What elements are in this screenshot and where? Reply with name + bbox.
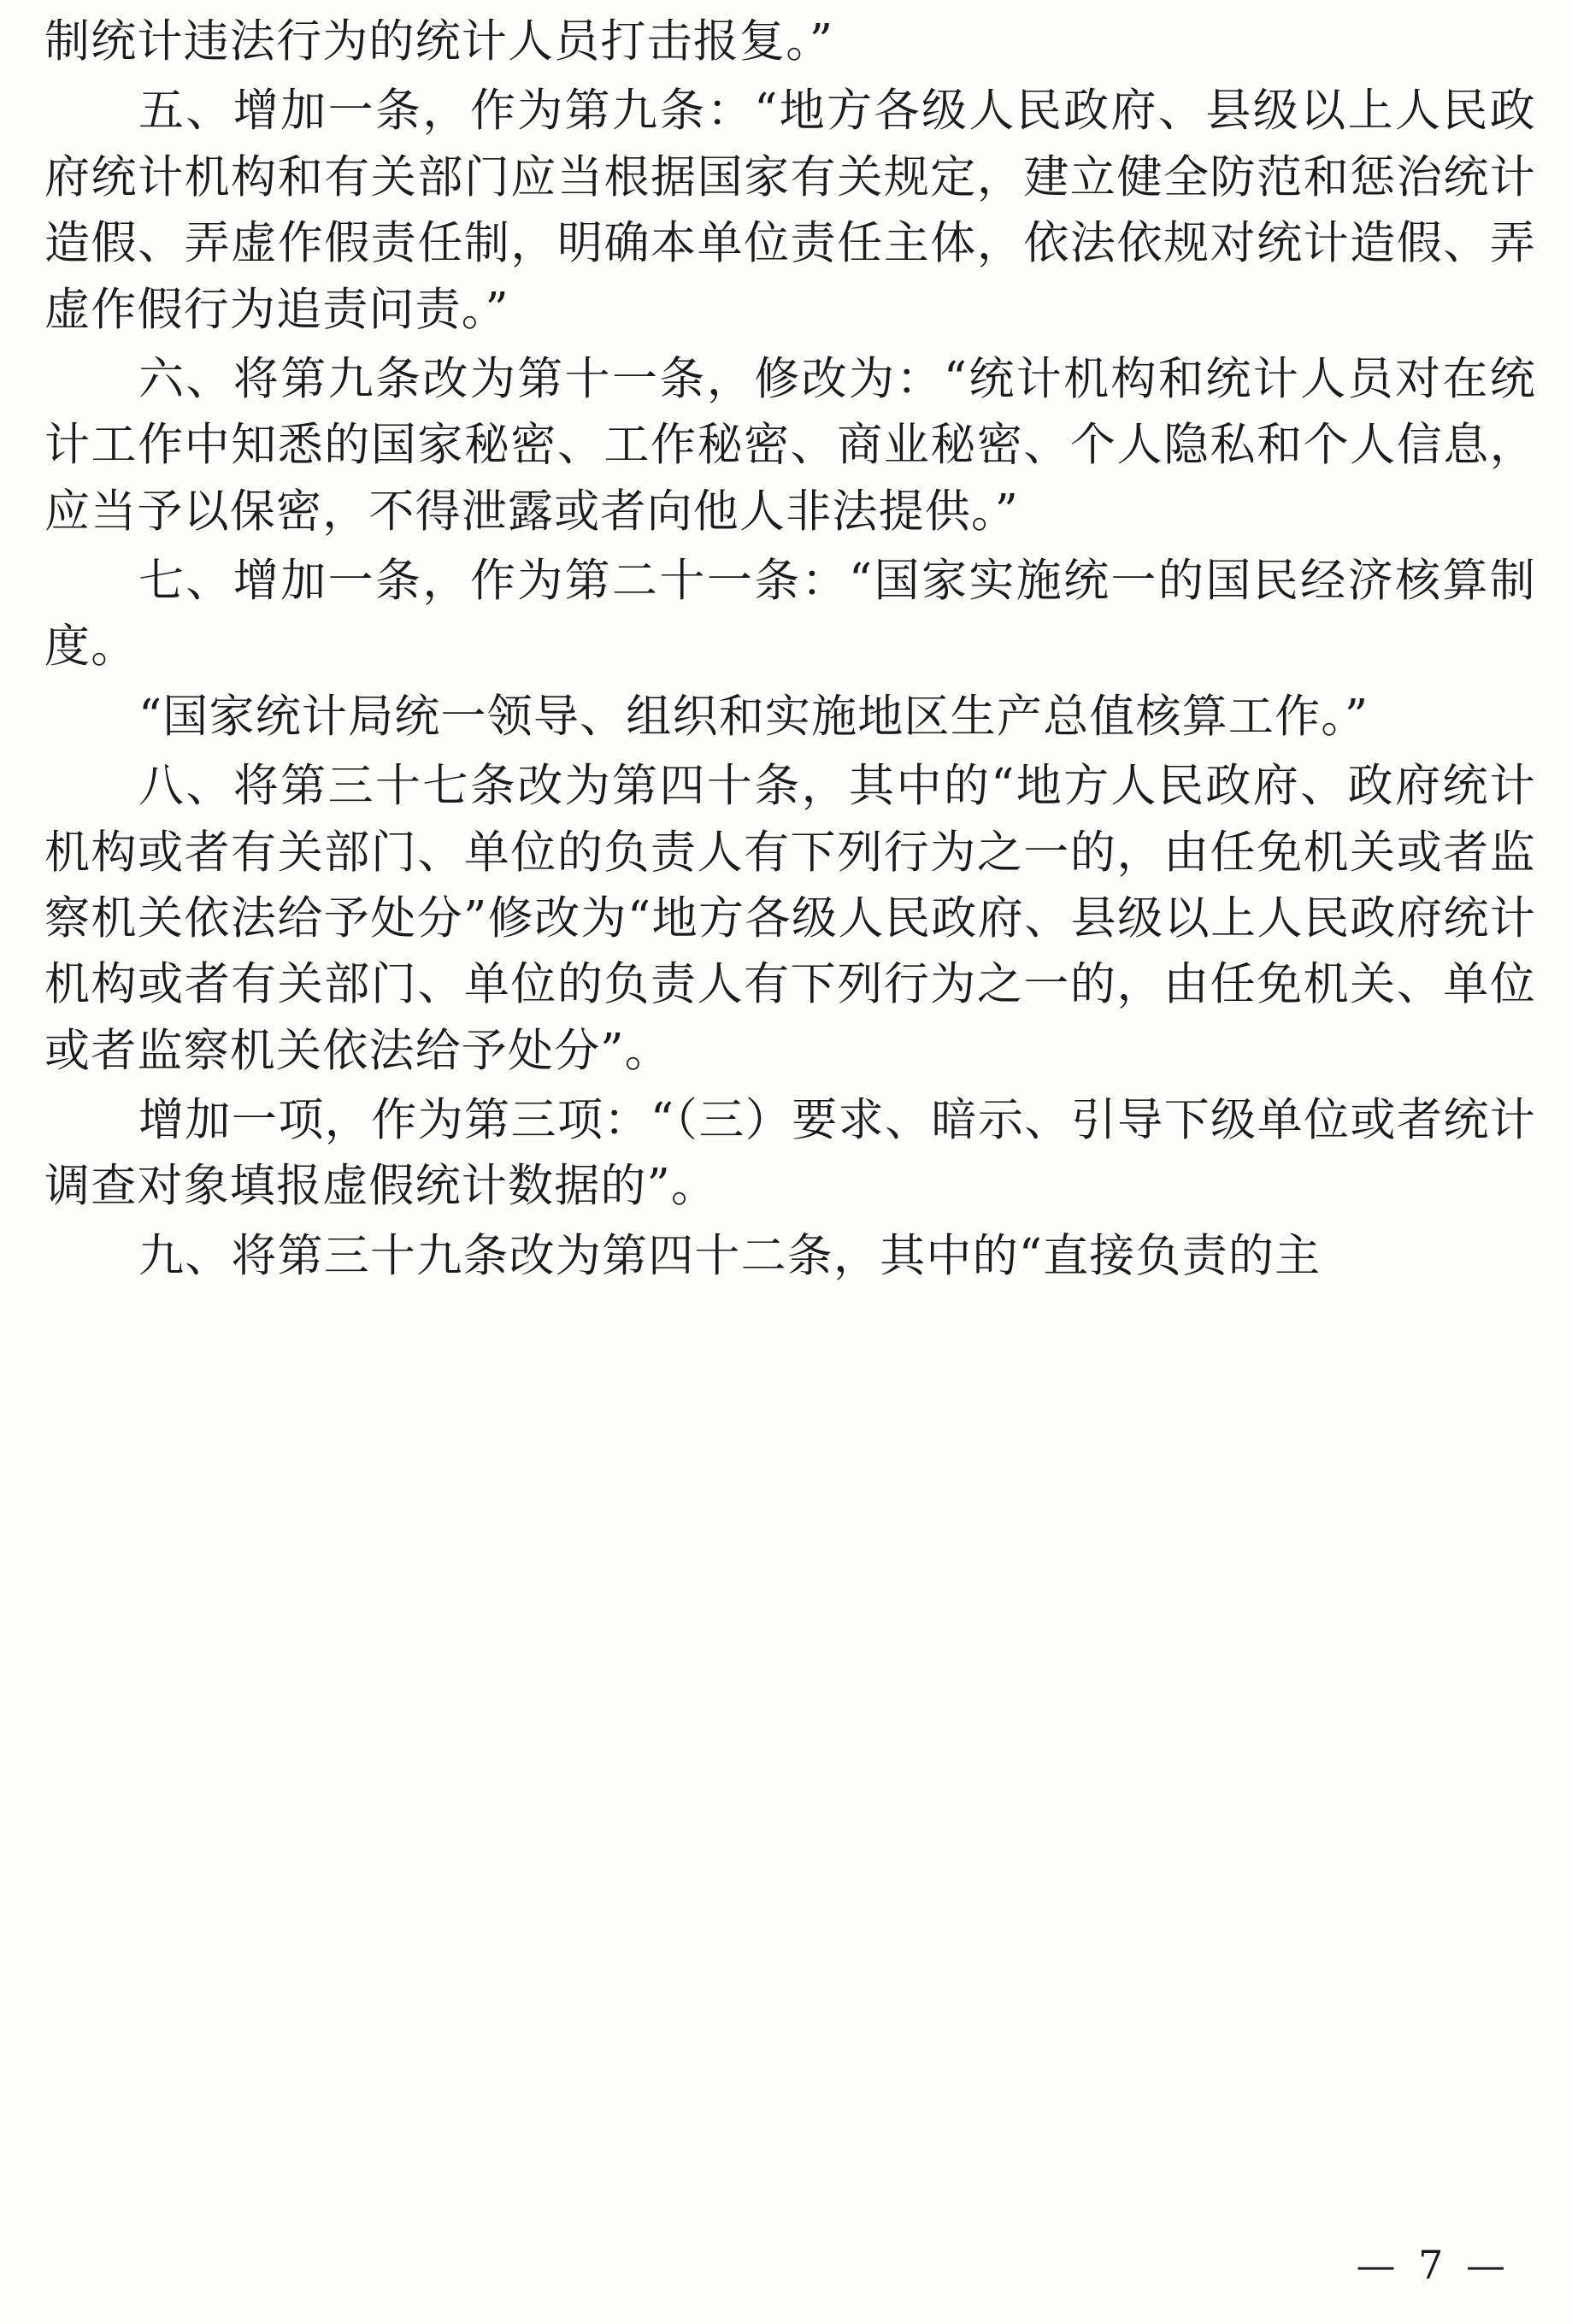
paragraph-continued: 制统计违法行为的统计人员打击报复。” (44, 15, 834, 68)
page-body (44, 9, 1536, 1292)
paragraph-item-8: 八、将第三十七条改为第四十条，其中的“地方人民政府、政府统计机构或者有关部门、单位的负责人有下列行为之一的，由任免机关或者监察机关依法给予处分”修改为“地方各级人民政府、县级以上人民政府统计机构或者有关部门、单位的负责人有下列行为之一的，由任免机关、单位或者监察机关依法给予处分”。 (44, 760, 1536, 1077)
paragraph-item-5: 五、增加一条，作为第九条：“地方各级人民政府、县级以上人民政府统计机构和有关部门应当根据国家有关规定，建立健全防范和惩治统计造假、弄虚作假责任制，明确本单位责任主体，依法依规对统计造假、弄虚作假行为追责问责。” (44, 85, 1536, 336)
paragraph-item-7-quote: “国家统计局统一领导、组织和实施地区生产总值核算工作。” (138, 690, 1369, 743)
paragraph-item-9: 九、将第三十九条改为第四十二条，其中的“直接负责的主 (138, 1229, 1322, 1282)
paragraph-item-7: 七、增加一条，作为第二十一条：“国家实施统一的国民经济核算制度。 (44, 555, 1536, 674)
paragraph-item-8-addition: 增加一项，作为第三项：“（三）要求、暗示、引导下级单位或者统计调查对象填报虚假统计数据的”。 (44, 1094, 1536, 1213)
paragraph-item-6: 六、将第九条改为第十一条，修改为：“统计机构和统计人员对在统计工作中知悉的国家秘密、工作秘密、商业秘密、个人隐私和个人信息，应当予以保密，不得泄露或者向他人非法提供。” (44, 352, 1536, 538)
page-number: — 7 — (1356, 2242, 1510, 2288)
